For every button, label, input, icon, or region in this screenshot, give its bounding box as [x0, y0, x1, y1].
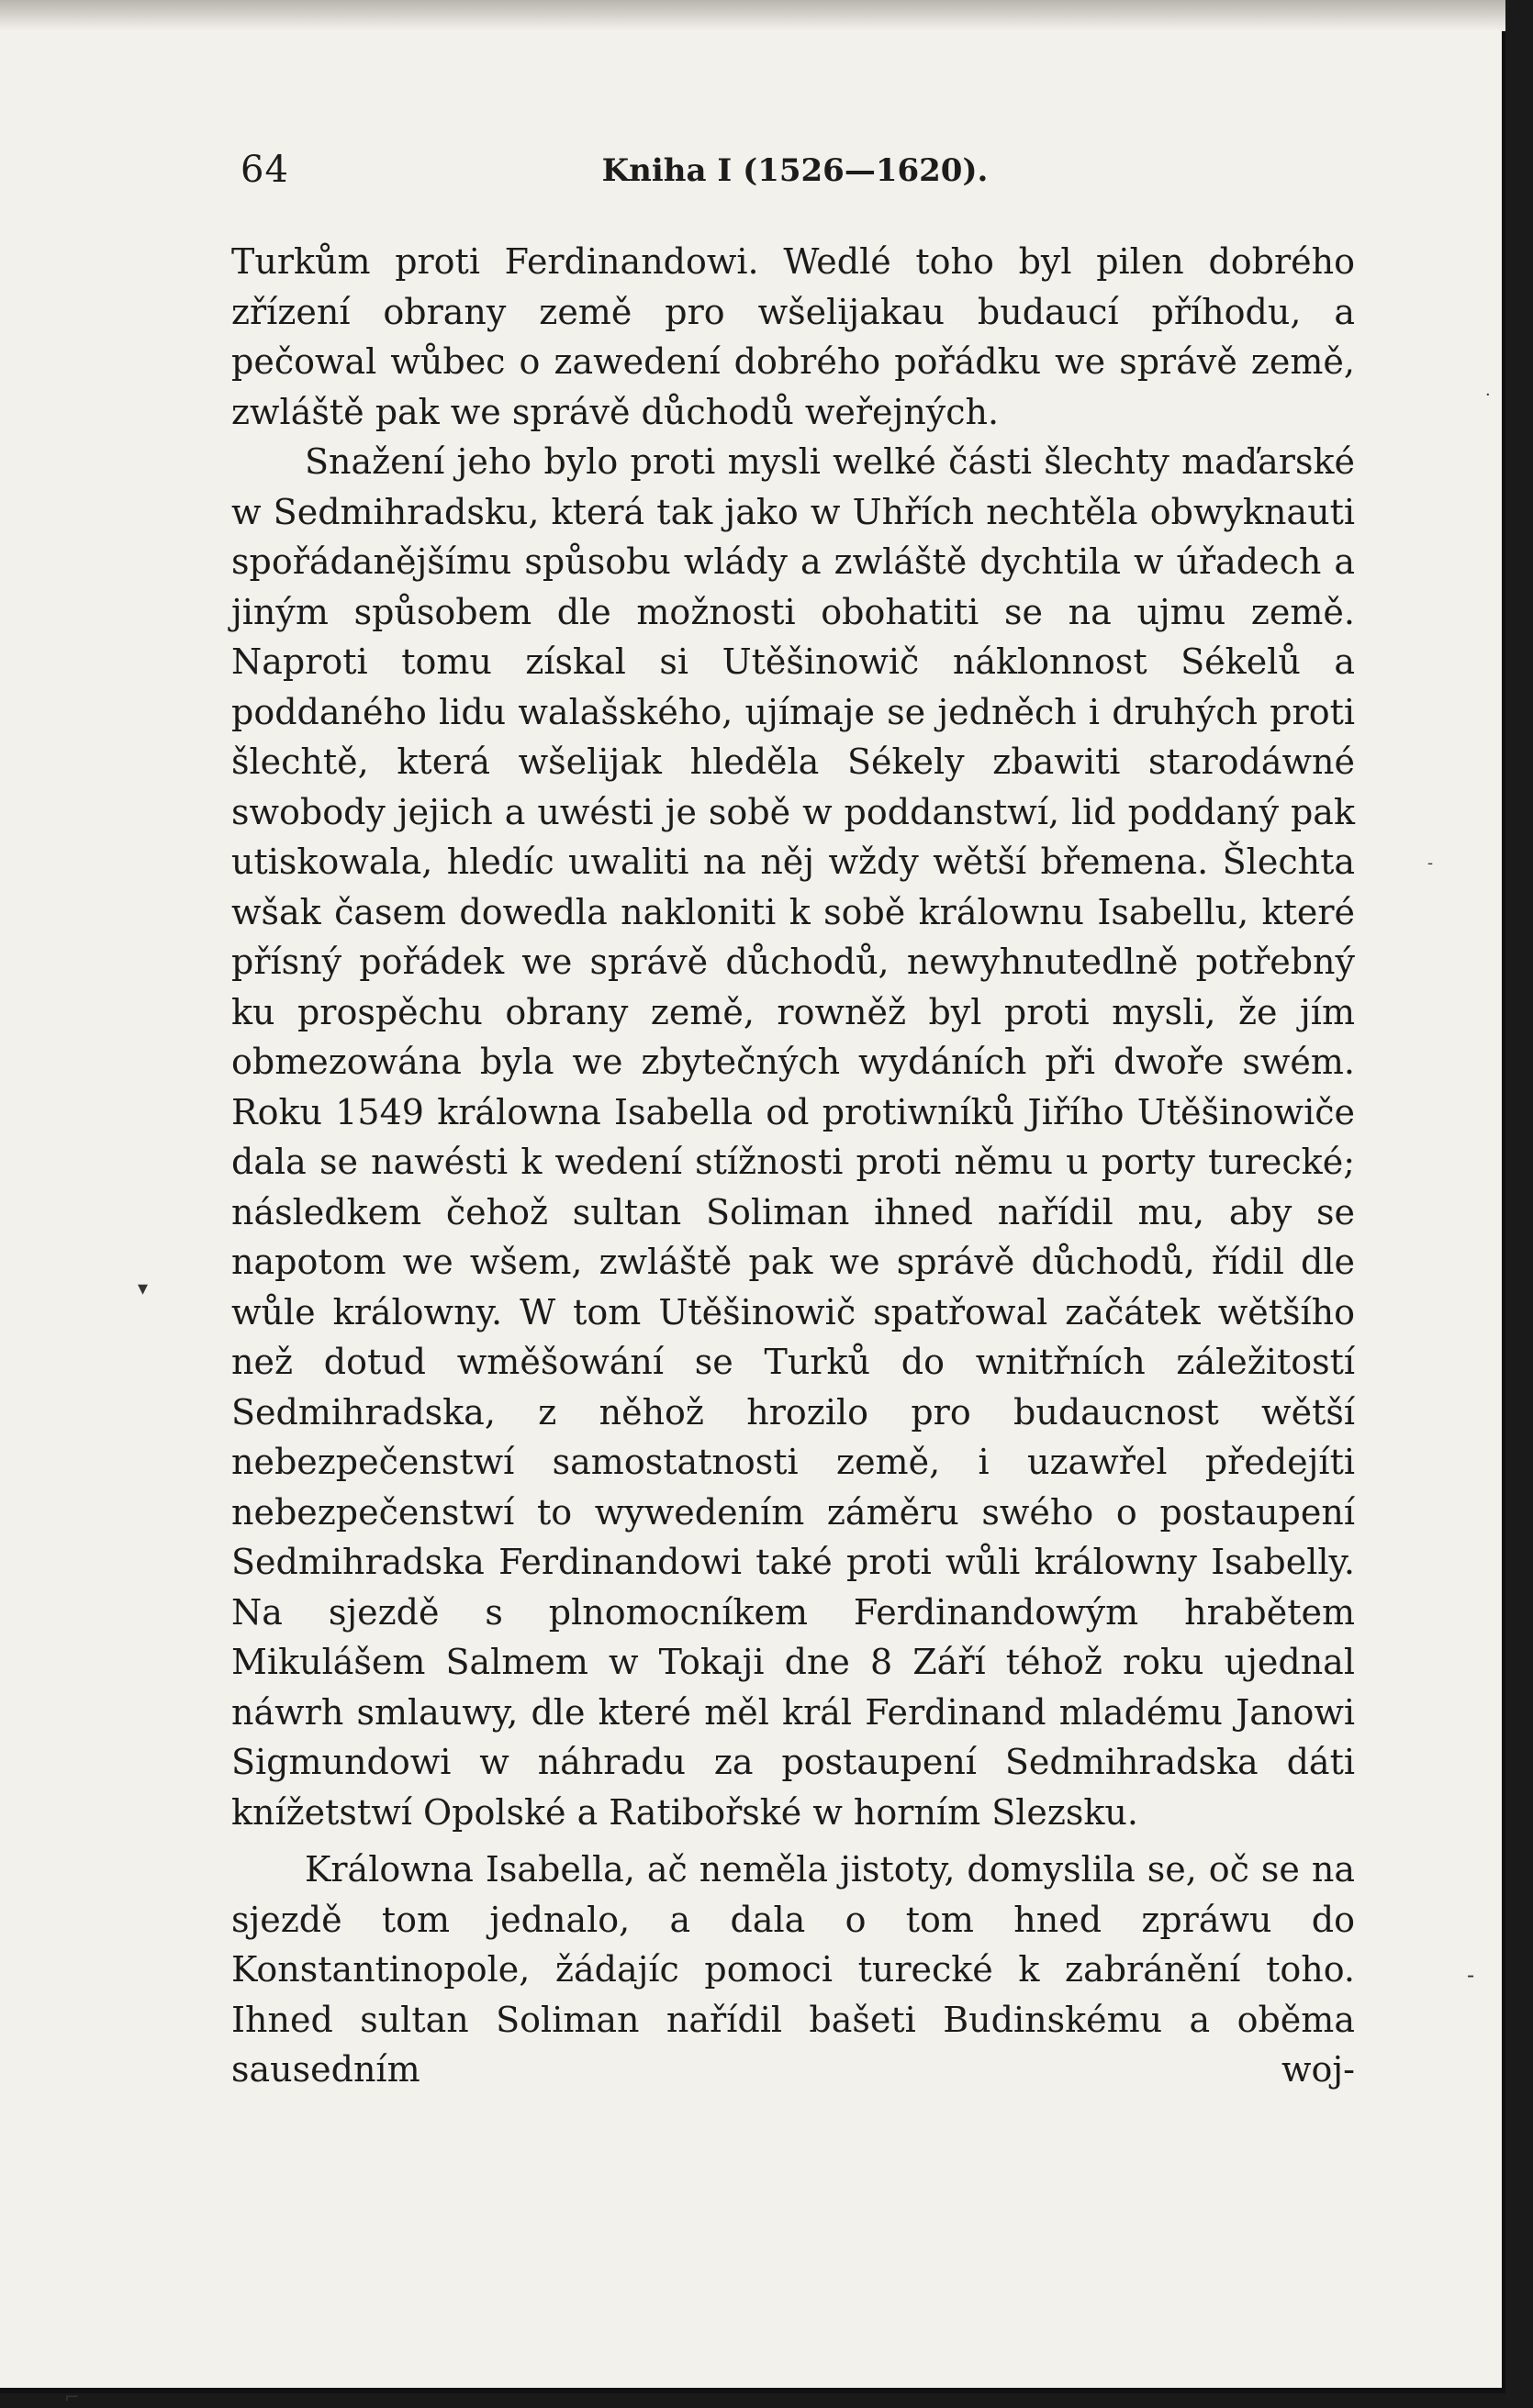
page-header — [241, 149, 1349, 200]
page-number: 64 — [241, 149, 289, 191]
margin-corner-mark: ⌐ — [64, 2386, 80, 2408]
paragraph-1: Turkům proti Ferdinandowi. Wedlé toho byl pilen dobrého zřízení obrany země pro wšelijakau budaucí příhodu, a pečowal wůbec o zawedení dobrého pořádku we správě země, zwláště pak we správě důchodů weřejných. — [231, 241, 1355, 432]
margin-tick-mark: · — [1485, 385, 1491, 405]
paragraph-3: Králowna Isabella, ač neměla jistoty, domyslila se, oč se na sjezdě tom jednalo, a dala o tom hned zpráwu do Konstantinopole, žádajíc pomoci turecké k zabránění toho. Ihned sultan Soliman nařídil bašeti Budinskému a oběma sausedním woj- — [231, 1849, 1355, 2090]
margin-bullet-mark: ▾ — [138, 1277, 149, 1300]
paragraph-2: Snažení jeho bylo proti mysli welké části šlechty maďarské w Sedmihradsku, která tak jako w Uhřích nechtěla obwyknauti spořádanějšímu spůsobu wlády a zwláště dychtila w úřadech a jiným spůsobem dle možnosti obohatiti se na ujmu země. Naproti tomu získal si Utěšinowič náklonnost Sékelů a poddaného lidu walašského, ujímaje se jedněch i druhých proti šlechtě, která wšelijak hleděla Sékely zbawiti starodáwné swobody jejich a uwésti je sobě w poddanstwí, lid poddaný pak utiskowala, hledíc uwaliti na něj wždy wětší břemena. Šlechta wšak časem dowedla nakloniti k sobě králownu Isabellu, které přísný pořádek we správě důchodů, newyhnutedlně potřebný ku prospěchu obrany země, rowněž byl proti mysli, že jím obmezowána byla we zbytečných wydáních při dwoře swém. Roku 1549 králowna Isabella od protiwníků Jiřího Utěšinowiče dala se nawésti k wedení stížnosti proti němu u porty turecké; následkem čehož sultan Soliman ihned nařídil mu, aby se napotom we wšem, zwláště pak we správě důchodů, řídil dle wůle králowny. W tom Utěšinowič spatřowal začátek wětšího než dotud wměšowání se Turků do wnitřních záležitostí Sedmihradska, z něhož hrozilo pro budaucnost wětší nebezpečenstwí samostatnosti země, i uzawřel předejíti nebezpečenstwí to wywedením záměru swého o postaupení Sedmihradska Ferdinandowi také proti wůli králowny Isabelly. Na sjezdě s plnomocníkem Ferdinandowým hrabětem Mikulášem Salmem w Tokaji dne 8 Září téhož roku ujednal náwrh smlauwy, dle které měl král Ferdinand mladému Janowi Sigmundowi w náhradu za postaupení Sedmihradska dáti knížetstwí Opolské a Ratibořské w horním Slezsku. — [231, 441, 1355, 1833]
running-head: Kniha I (1526—1620). — [601, 152, 989, 189]
page-edge-shadow — [0, 0, 1505, 31]
margin-dash-mark: - — [1467, 1962, 1475, 1988]
margin-dot-mark: - — [1427, 853, 1434, 873]
body-text — [231, 237, 1355, 2095]
